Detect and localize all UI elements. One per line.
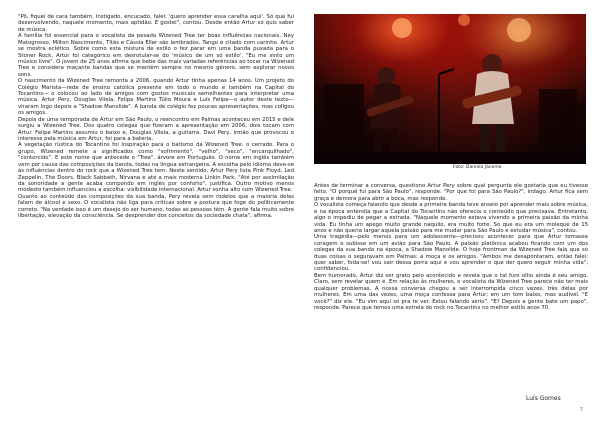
paragraph: Uma tragédia—pelo menos para um adolescente—precisou acontecer para que Artur tomasse coragem e subisse em um avião para São Paulo. A paixão platônica acabou ficando com um dos colegas da sua banda na época, a Shadow Manolide. O hoje frontman da Wizened Tree fala que só duas coisas o seguravam em Palmas: a moça e os amigos. "Ambos me desapontaram, então falei: quer saber, foda-se! vou sair dessa porra aqui e vou aprender o que der quero seguir minha vida", confidenciou. <box>314 234 588 273</box>
paragraph: Bem humorado, Artur diz ser grato pelo acontecido e revela que o tal furo olho ainda é seu amigo. Claro, sem revelar quem é. Em relação às mulheres, o vocalista da Wizened Tree parece não ter mais qualquer problemas. A nossa conversa chegou a ser interrompida cinco vezes, três delas por mulheres. Em uma das vezes, uma moça confessa para Artur; em um tom baixo, mas audível. "E você?" diz ele. "Eu vim aqui só pra te ver. Estou falando sério". "E? Depois a gente bate um papo", responde. Parece que temos uma estrela do rock no Tocantins no melhor estilo anos 70. <box>314 272 588 312</box>
paragraph: Quanto ao conteúdo das composições da sua banda, Pery revela sem rodeios que a maioria delas falam de álcool e sexo. O vocalista não liga para críticas sobre a postura que foge do politicamente correto. "Na verdade isso é um desejo do ser humano, todas as pessoas têm. A gente fala muito sobre libertação, elevação da consciência. Se desprender dos conceitos da sociedade chata", afirma. <box>18 193 294 220</box>
photo-caption: Foto: Daniela Jácome <box>453 165 502 170</box>
page-number: 7 <box>580 408 583 413</box>
right-article-column <box>314 183 588 311</box>
author-signature: Luís Gomes <box>526 395 561 402</box>
paragraph: A vegetação rústica do Tocantins foi inspiração para o batismo da Wizened Tree: o cerrado. Para o grupo, Wizened remete a significados como "sofrimento", "velho", "seco", "encarquilhado", "contorcido". E este nome que antecede o "Tree", árvore em Português. O nome em inglês também vem por causa das composições da banda, todas na língua estrangeira. A escolha pelo idioma deve-se às influências dentro do rock que a Wizened Tree tem. Neste sentido, Artur Pery lista Pink Floyd, Led Zeppelin, The Doors, Black Sabbath, Nirvana e até a mais moderna Linkin Park. "Até por assimilação da sonoridade a gente acaba compondo em inglês por conforto", justifica. Outro motivo menos modesto também influenciou a escolha: visibilidade internacional. Artur sonha alto com Wizened Tree. <box>18 142 294 194</box>
paragraph: O vocalista começa falando que desde a primeira banda teve anseio por aprender mais sobre música, e na época entendia que a Capital do Tocantins não oferecia o conteúdo que precisava. Entretanto, algo o impediu de pegar a estrada. "Naquele momento estava vivendo a primeira paixão da minha vida. Eu tinha um apego muito grande naquilo, era muito forte. Só que eu era um moleque de 15 anos e não queria largar aquela paixão para me mudar para São Paulo e estudar música", contou. <box>314 202 588 234</box>
concert-photo-illustration <box>314 14 586 164</box>
paragraph: A família foi essencial para o vocalista da pesada Wizened Tree ter boas influências nacionais. Ney Matogrosso, Milton Nascimento, Títãs e Cássia Eller são lembrados. Tango é citado com carinho. Artur se mostra eclético. Sobre como esta mistura de estilo o fez parar em uma banda puxada para o Stoner Rock, Artur foi categórico em desrotular-se do 'músico de um só estilo'. "Eu me sinto um músico livre". O jovem de 25 anos afirma que bebe das mais variadas referências ao tocar na Wizened Tree e considera maçante bandas que se mantêm sempre no mesmo gênero, sem explorar novos sons. <box>18 33 294 78</box>
paragraph: Depois de uma temporada de Artur em São Paulo, o reencontro em Palmas aconteceu em 2015 e dele surgiu a Wizened Tree. Dos quatro colegas que fizeram a apresentação em 2006, dois tocam com Artur. Felipe Martins assumiu o baixo e, Douglas Vilela, a guitarra. Davi Pery, irmão que provocou o interesse pela música em Artur, foi para a bateria. <box>18 116 294 143</box>
band-concert-photo <box>314 14 586 164</box>
left-article-column <box>18 14 294 220</box>
paragraph: "Pô, fiquei de cara também. Instigado, encucado, falei: 'quero aprender essa caralha aqui'. Só que fui desenvolvendo, naquele momento, mais aptidão. E gostei", contou. Desde então Artur só quis saber de música. <box>18 14 294 33</box>
paragraph: O nascimento da Wizened Tree remonta a 2006, quando Artur tinha apenas 14 anos. Um projeto do Colégio Marista—rede de ensino católica presente em todo o mundo e também na Capital do Tocantins— o colocou ao lado de amigos com gostos musicais semelhantes para interpretar uma música. Artur Pery, Douglas Vilela, Felipe Martins Túlio Moura e Luís Felipe—o autor deste texto—viraram logo depois a "Shadow Manolide". A banda de colégio fez poucas apresentações, mas coligou os amigos. <box>18 78 294 117</box>
paragraph: Antes de terminar a conversa, questiono Artur Pery sobre qual pergunta ele gostaria que eu tivesse feito. "O porquê fui para São Paulo", responde. "Por que foi para São Paulo?", indago. Artur fica sem graça e demora para abrir a boca, mas responde. <box>314 183 588 202</box>
